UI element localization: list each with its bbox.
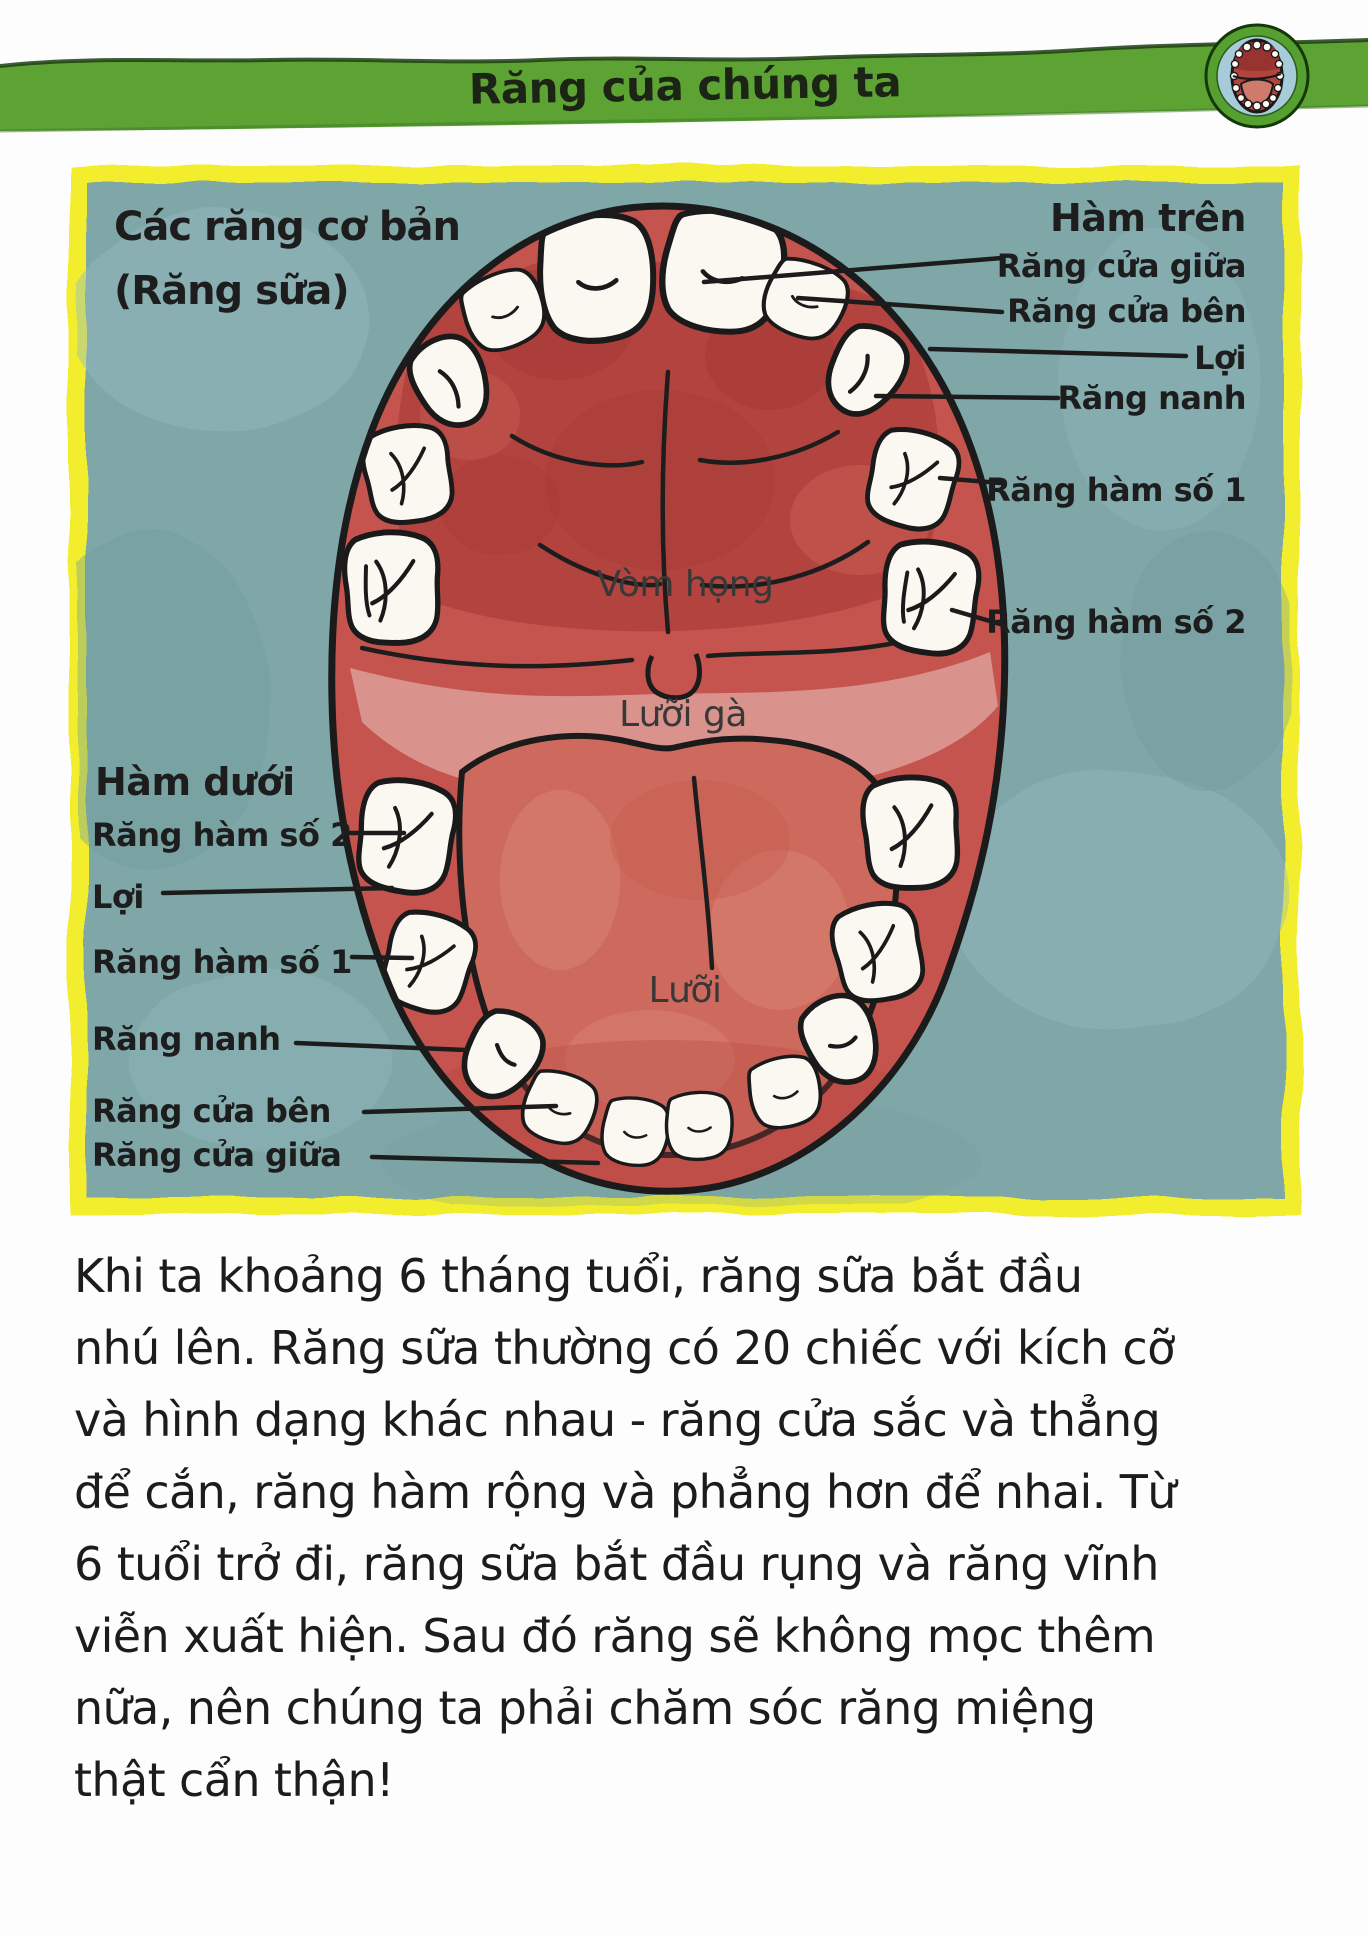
label-upper-lateral-incisor: Răng cửa bên	[1007, 292, 1246, 330]
pointer-lower-molar1	[352, 957, 412, 958]
uvula-shape	[648, 654, 700, 698]
label-upper-gum: Lợi	[1194, 339, 1246, 377]
paragraph-line: nữa, nên chúng ta phải chăm sóc răng miệng	[74, 1681, 1096, 1735]
palate-label: Vòm họng	[596, 564, 774, 605]
paragraph-line: để cắn, răng hàm rộng và phẳng hơn để nhai. Từ	[74, 1465, 1176, 1519]
upper-jaw-title: Hàm trên	[1049, 196, 1246, 240]
lower-jaw-title: Hàm dưới	[95, 760, 295, 804]
label-upper-molar1: Răng hàm số 1	[986, 471, 1246, 509]
label-upper-molar2: Răng hàm số 2	[986, 603, 1246, 641]
label-lower-lateral-incisor: Răng cửa bên	[92, 1092, 331, 1130]
diagram-heading-line1: Các răng cơ bản	[114, 204, 460, 250]
paragraph-line: và hình dạng khác nhau - răng cửa sắc và thẳng	[74, 1393, 1161, 1447]
label-lower-canine: Răng nanh	[92, 1020, 281, 1058]
label-lower-molar2: Răng hàm số 2	[92, 816, 352, 854]
tongue-label: Lưỡi	[648, 970, 722, 1011]
pointer-upper-canine	[876, 396, 1058, 398]
paragraph-line: thật cẩn thận!	[74, 1753, 394, 1807]
paragraph-line: nhú lên. Răng sữa thường có 20 chiếc với kích cỡ	[74, 1321, 1175, 1375]
diagram-heading-line2: (Răng sữa)	[114, 268, 349, 314]
paragraph-line: viễn xuất hiện. Sau đó răng sẽ không mọc thêm	[74, 1609, 1156, 1663]
mouth-icon	[1206, 25, 1308, 127]
paragraph-line: Khi ta khoảng 6 tháng tuổi, răng sữa bắt đầu	[74, 1249, 1083, 1303]
label-lower-molar1: Răng hàm số 1	[92, 943, 352, 981]
body-paragraph	[74, 1240, 1336, 1816]
uvula-label: Lưỡi gà	[619, 694, 747, 735]
page-title: Răng của chúng ta	[468, 57, 902, 114]
label-upper-central-incisor: Răng cửa giữa	[996, 247, 1246, 285]
label-upper-canine: Răng nanh	[1057, 379, 1246, 417]
paragraph-line: 6 tuổi trở đi, răng sữa bắt đầu rụng và răng vĩnh	[74, 1537, 1159, 1591]
label-lower-central-incisor: Răng cửa giữa	[92, 1136, 342, 1174]
label-lower-gum: Lợi	[92, 878, 144, 916]
